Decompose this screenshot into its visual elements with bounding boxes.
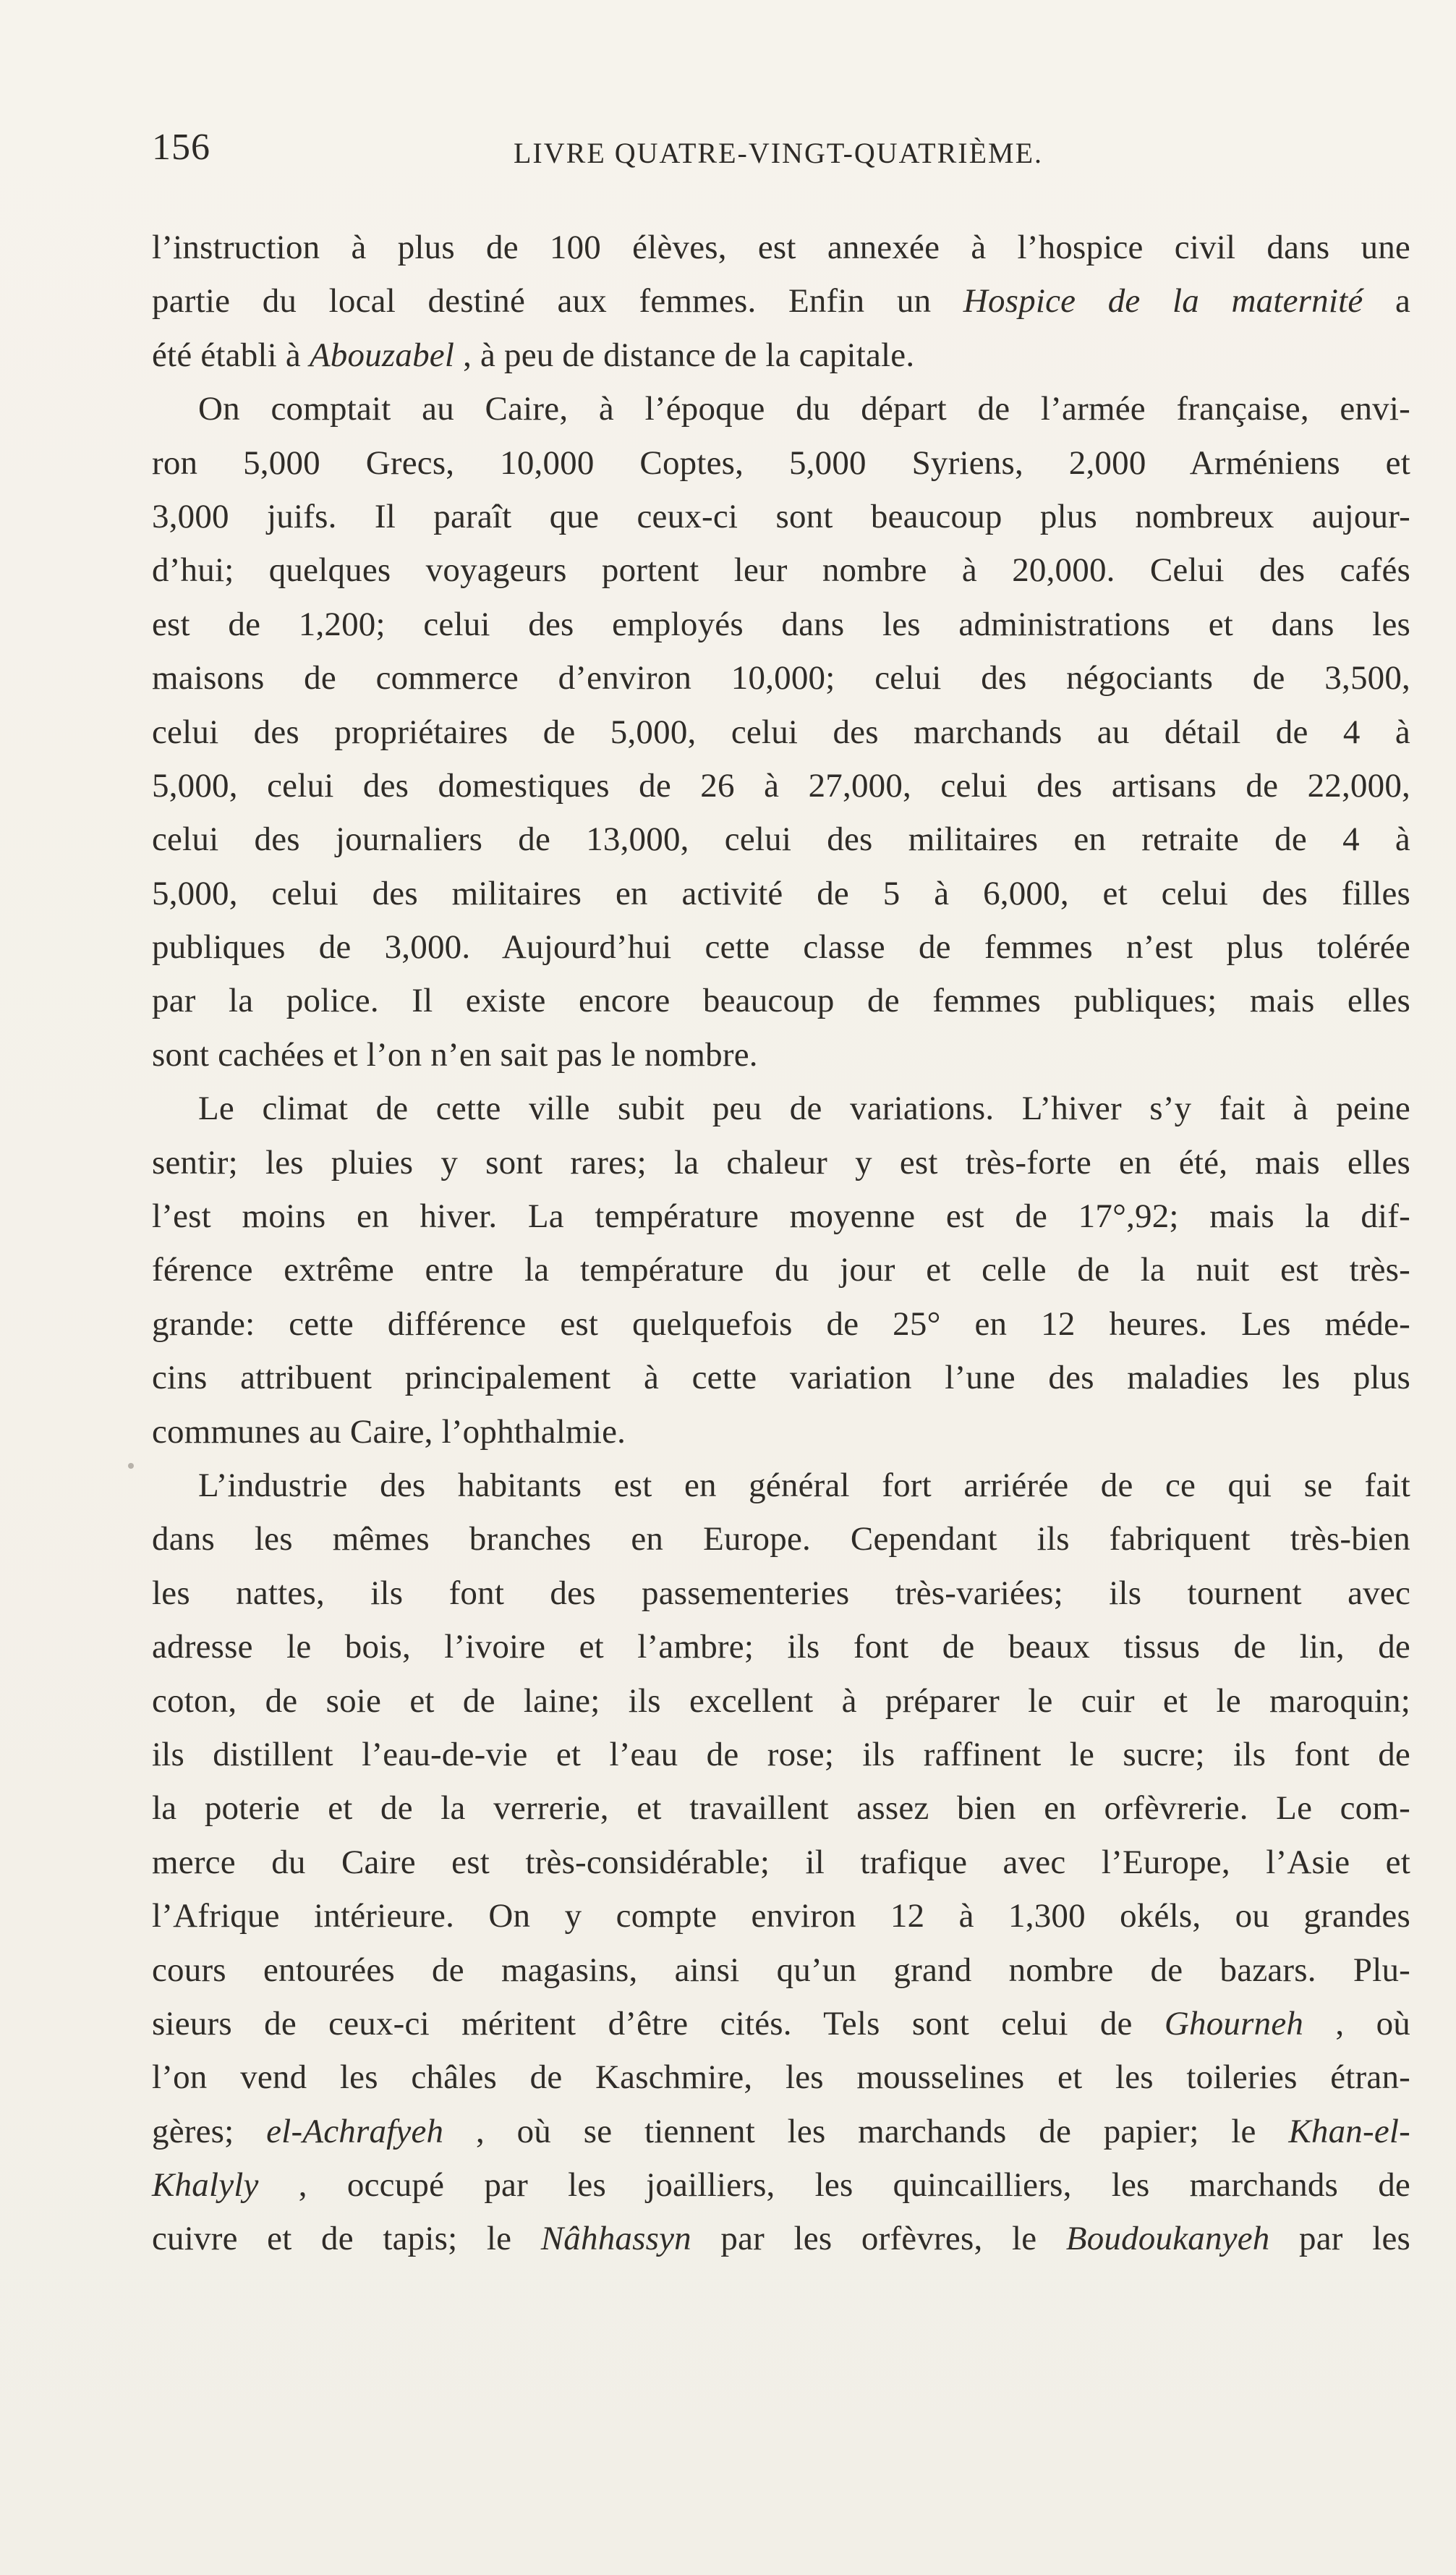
page-header — [152, 123, 1425, 210]
running-head: LIVRE QUATRE-VINGT-QUATRIÈME. — [514, 137, 1044, 169]
text-line: l’Afrique intérieure. On y compte environ 12 à 1,300 okéls, ou grandes — [152, 1897, 1410, 1935]
italic-term: Khan-el- — [1288, 2112, 1410, 2150]
text-line: la poterie et de la verrerie, et travaillent assez bien en orfèvrerie. Le com- — [152, 1789, 1410, 1828]
text-line: coton, de soie et de laine; ils excellent à préparer le cuir et le maroquin; — [152, 1681, 1410, 1720]
text-line: 5,000, celui des domestiques de 26 à 27,000, celui des artisans de 22,000, — [152, 766, 1410, 805]
line-fragment: sieurs de ceux-ci méritent d’être cités. Tels sont celui de — [152, 2004, 1165, 2042]
text-line: adresse le bois, l’ivoire et l’ambre; ils font de beaux tissus de lin, de — [152, 1628, 1410, 1666]
text-line — [152, 328, 1410, 382]
text-line: publiques de 3,000. Aujourd’hui cette classe de femmes n’est plus tolérée — [152, 928, 1410, 967]
text-line: les nattes, ils font des passementeries très-variées; ils tournent avec — [152, 1574, 1410, 1612]
text-line: l’on vend les châles de Kaschmire, les mousselines et les toileries étran- — [152, 2058, 1410, 2097]
text-line: l’est moins en hiver. La température moyenne est de 17°,92; mais la dif- — [152, 1197, 1410, 1236]
line-fragment: , occupé par les joailliers, les quincailliers, les marchands de — [298, 2166, 1410, 2205]
text-line: 5,000, celui des militaires en activité de 5 à 6,000, et celui des filles — [152, 874, 1410, 912]
text-line: communes au Caire, l’ophthalmie. — [152, 1412, 626, 1451]
text-line: On comptait au Caire, à l’époque du départ de l’armée française, envi- — [198, 390, 1410, 428]
text-line: sont cachées et l’on n’en sait pas le nombre. — [152, 1035, 758, 1074]
text-line: merce du Caire est très-considérable; il trafique avec l’Europe, l’Asie et — [152, 1843, 1410, 1881]
text-line: cours entourées de magasins, ainsi qu’un grand nombre de bazars. Plu- — [152, 1951, 1410, 1989]
text-line: par la police. Il existe encore beaucoup de femmes publiques; mais elles — [152, 982, 1410, 1020]
line-fragment: par les orfèvres, le — [720, 2220, 1066, 2258]
text-line: l’instruction à plus de 100 élèves, est annexée à l’hospice civil dans une — [152, 229, 1410, 266]
italic-term: el-Achrafyeh — [266, 2112, 444, 2150]
text-line: férence extrême entre la température du jour et celle de la nuit est très- — [152, 1251, 1410, 1289]
text-line: grande: cette différence est quelquefois de 25° en 12 heures. Les méde- — [152, 1305, 1410, 1343]
text-line — [152, 2105, 1410, 2158]
text-line: celui des propriétaires de 5,000, celui des marchands au détail de 4 à — [152, 713, 1410, 751]
italic-term: Hospice de la maternité — [963, 282, 1363, 321]
text-line: sentir; les pluies y sont rares; la chaleur y est très-forte en été, mais elles — [152, 1143, 1410, 1182]
text-line: ils distillent l’eau-de-vie et l’eau de rose; ils raffinent le sucre; ils font de — [152, 1735, 1410, 1773]
main-text — [152, 221, 1410, 2266]
text-line: cins attribuent principalement à cette variation l’une des maladies les plus — [152, 1359, 1410, 1397]
text-line — [152, 1997, 1410, 2050]
text-line: ron 5,000 Grecs, 10,000 Coptes, 5,000 Syriens, 2,000 Arméniens et — [152, 444, 1410, 482]
line-fragment: a — [1395, 282, 1410, 321]
line-fragment: , où se tiennent les marchands de papier; le — [475, 2112, 1289, 2150]
italic-term: Ghourneh — [1164, 2004, 1304, 2042]
line-fragment: été établi à — [152, 336, 310, 374]
line-fragment: cuivre et de tapis; le — [152, 2220, 541, 2258]
text-line: maisons de commerce d’environ 10,000; celui des négociants de 3,500, — [152, 659, 1410, 697]
text-line: 3,000 juifs. Il paraît que ceux-ci sont beaucoup plus nombreux aujour- — [152, 497, 1410, 535]
italic-term: Nâhhassyn — [540, 2220, 691, 2258]
text-line: Le climat de cette ville subit peu de variations. L’hiver s’y fait à peine — [198, 1090, 1410, 1128]
line-fragment: partie du local destiné aux femmes. Enfin un — [152, 282, 963, 321]
line-fragment: gères; — [152, 2112, 267, 2150]
line-fragment: , où — [1335, 2004, 1410, 2042]
text-line: d’hui; quelques voyageurs portent leur nombre à 20,000. Celui des cafés — [152, 551, 1410, 590]
italic-term: Khalyly — [152, 2166, 259, 2205]
text-line: L’industrie des habitants est en général fort arriérée de ce qui se fait — [198, 1466, 1410, 1504]
italic-term: Abouzabel — [309, 336, 455, 374]
text-line: dans les mêmes branches en Europe. Cependant ils fabriquent très-bien — [152, 1520, 1410, 1558]
text-line — [152, 2212, 1410, 2265]
text-line — [152, 274, 1410, 328]
text-line: est de 1,200; celui des employés dans les administrations et dans les — [152, 605, 1410, 643]
italic-term: Boudoukanyeh — [1065, 2220, 1270, 2258]
margin-mark — [128, 1463, 134, 1469]
line-fragment: , à peu de distance de la capitale. — [463, 336, 915, 374]
text-line: celui des journaliers de 13,000, celui des militaires en retraite de 4 à — [152, 820, 1410, 859]
page-number: 156 — [152, 127, 210, 168]
text-line — [152, 2158, 1410, 2212]
line-fragment: par les — [1299, 2220, 1411, 2258]
